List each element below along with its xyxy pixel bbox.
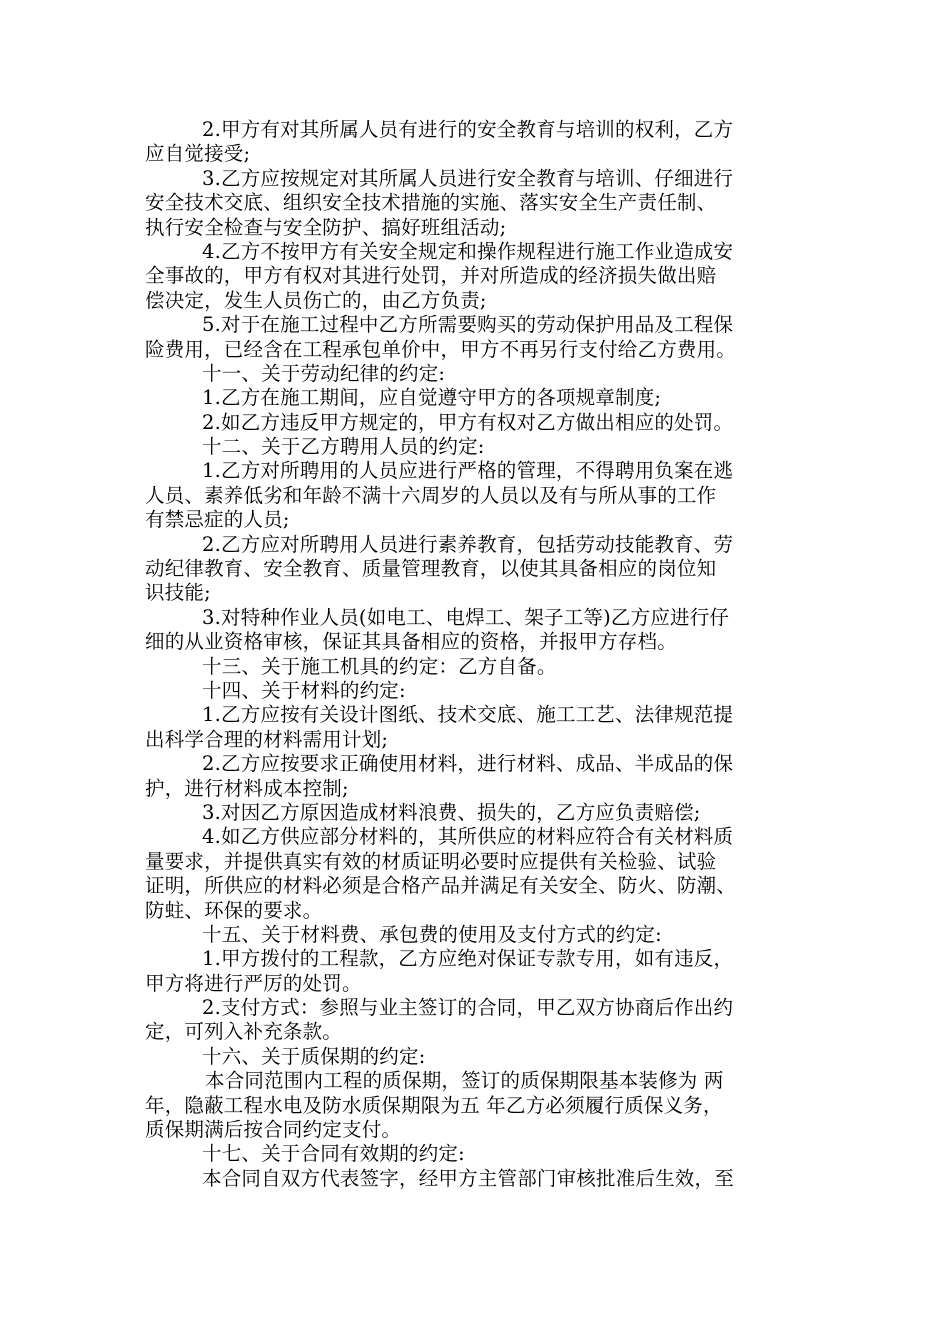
text-line: 人员、素养低劣和年龄不满十六周岁的人员以及有与所从事的工作 bbox=[145, 483, 717, 507]
text-line: 3.对因乙方原因造成材料浪费、损失的，乙方应负责赔偿; bbox=[202, 800, 701, 824]
text-line: 有禁忌症的人员; bbox=[145, 508, 290, 532]
text-line: 2.乙方应对所聘用人员进行素养教育，包括劳动技能教育、劳 bbox=[202, 532, 734, 556]
text-line: 本合同范围内工程的质保期，签订的质保期限基本装修为 两 bbox=[205, 1069, 724, 1093]
text-line: 防蛀、环保的要求。 bbox=[145, 898, 323, 922]
text-line: 应自觉接受; bbox=[145, 142, 251, 166]
text-line: 1.甲方拨付的工程款，乙方应绝对保证专款专用，如有违反， bbox=[202, 947, 734, 971]
text-line: 出科学合理的材料需用计划; bbox=[145, 727, 389, 751]
text-line: 1.乙方在施工期间，应自觉遵守甲方的各项规章制度; bbox=[202, 386, 662, 410]
contract-text-body bbox=[145, 118, 825, 1191]
text-line: 质保期满后按合同约定支付。 bbox=[145, 1118, 402, 1142]
text-line: 4.乙方不按甲方有关安全规定和操作规程进行施工作业造成安 bbox=[202, 239, 734, 263]
text-line: 十五、关于材料费、承包费的使用及支付方式的约定: bbox=[202, 922, 662, 946]
text-line: 执行安全检查与安全防护、搞好班组活动; bbox=[145, 215, 507, 239]
text-line: 十七、关于合同有效期的约定: bbox=[202, 1142, 465, 1166]
text-line: 偿决定，发生人员伤亡的，由乙方负责; bbox=[145, 288, 487, 312]
text-line: 护，进行材料成本控制; bbox=[145, 776, 349, 800]
text-line: 十六、关于质保期的约定: bbox=[202, 1044, 426, 1068]
text-line: 甲方将进行严厉的处罚。 bbox=[145, 971, 362, 995]
text-line: 3.乙方应按规定对其所属人员进行安全教育与培训、仔细进行 bbox=[202, 166, 734, 190]
text-line: 2.甲方有对其所属人员有进行的安全教育与培训的权利，乙方 bbox=[202, 118, 734, 141]
text-line: 险费用，已经含在工程承包单价中，甲方不再另行支付给乙方费用。 bbox=[145, 337, 737, 361]
text-line: 十二、关于乙方聘用人员的约定: bbox=[202, 435, 485, 459]
text-line: 本合同自双方代表签字，经甲方主管部门审核批准后生效，至 bbox=[202, 1166, 734, 1190]
text-line: 5.对于在施工过程中乙方所需要购买的劳动保护用品及工程保 bbox=[202, 313, 734, 337]
text-line: 1.乙方对所聘用的人员应进行严格的管理，不得聘用负案在逃 bbox=[202, 459, 734, 483]
text-line: 定，可列入补充条款。 bbox=[145, 1020, 343, 1044]
text-line: 量要求，并提供真实有效的材质证明必要时应提供有关检验、试验 bbox=[145, 849, 717, 873]
text-line: 年，隐蔽工程水电及防水质保期限为五 年乙方必须履行质保义务， bbox=[145, 1093, 723, 1117]
text-line: 3.对特种作业人员(如电工、电焊工、架子工等)乙方应进行仔 bbox=[202, 605, 730, 629]
text-line: 2.如乙方违反甲方规定的，甲方有权对乙方做出相应的处罚。 bbox=[202, 410, 734, 434]
text-line: 2.乙方应按要求正确使用材料，进行材料、成品、半成品的保 bbox=[202, 752, 734, 776]
text-line: 1.乙方应按有关设计图纸、技术交底、施工工艺、法律规范提 bbox=[202, 703, 734, 727]
text-line: 全事故的，甲方有权对其进行处罚，并对所造成的经济损失做出赔 bbox=[145, 264, 717, 288]
text-line: 十三、关于施工机具的约定：乙方自备。 bbox=[202, 654, 557, 678]
text-line: 识技能; bbox=[145, 581, 211, 605]
text-line: 安全技术交底、组织安全技术措施的实施、落实安全生产责任制、 bbox=[145, 191, 717, 215]
text-line: 4.如乙方供应部分材料的，其所供应的材料应符合有关材料质 bbox=[202, 825, 734, 849]
text-line: 2.支付方式：参照与业主签订的合同，甲乙双方协商后作出约 bbox=[202, 996, 734, 1020]
text-line: 动纪律教育、安全教育、质量管理教育，以使其具备相应的岗位知 bbox=[145, 557, 717, 581]
text-line: 十四、关于材料的约定: bbox=[202, 678, 406, 702]
text-line: 十一、关于劳动纪律的约定: bbox=[202, 361, 446, 385]
text-line: 细的从业资格审核，保证其具备相应的资格，并报甲方存档。 bbox=[145, 630, 677, 654]
text-line: 证明，所供应的材料必须是合格产品并满足有关安全、防火、防潮、 bbox=[145, 874, 737, 898]
